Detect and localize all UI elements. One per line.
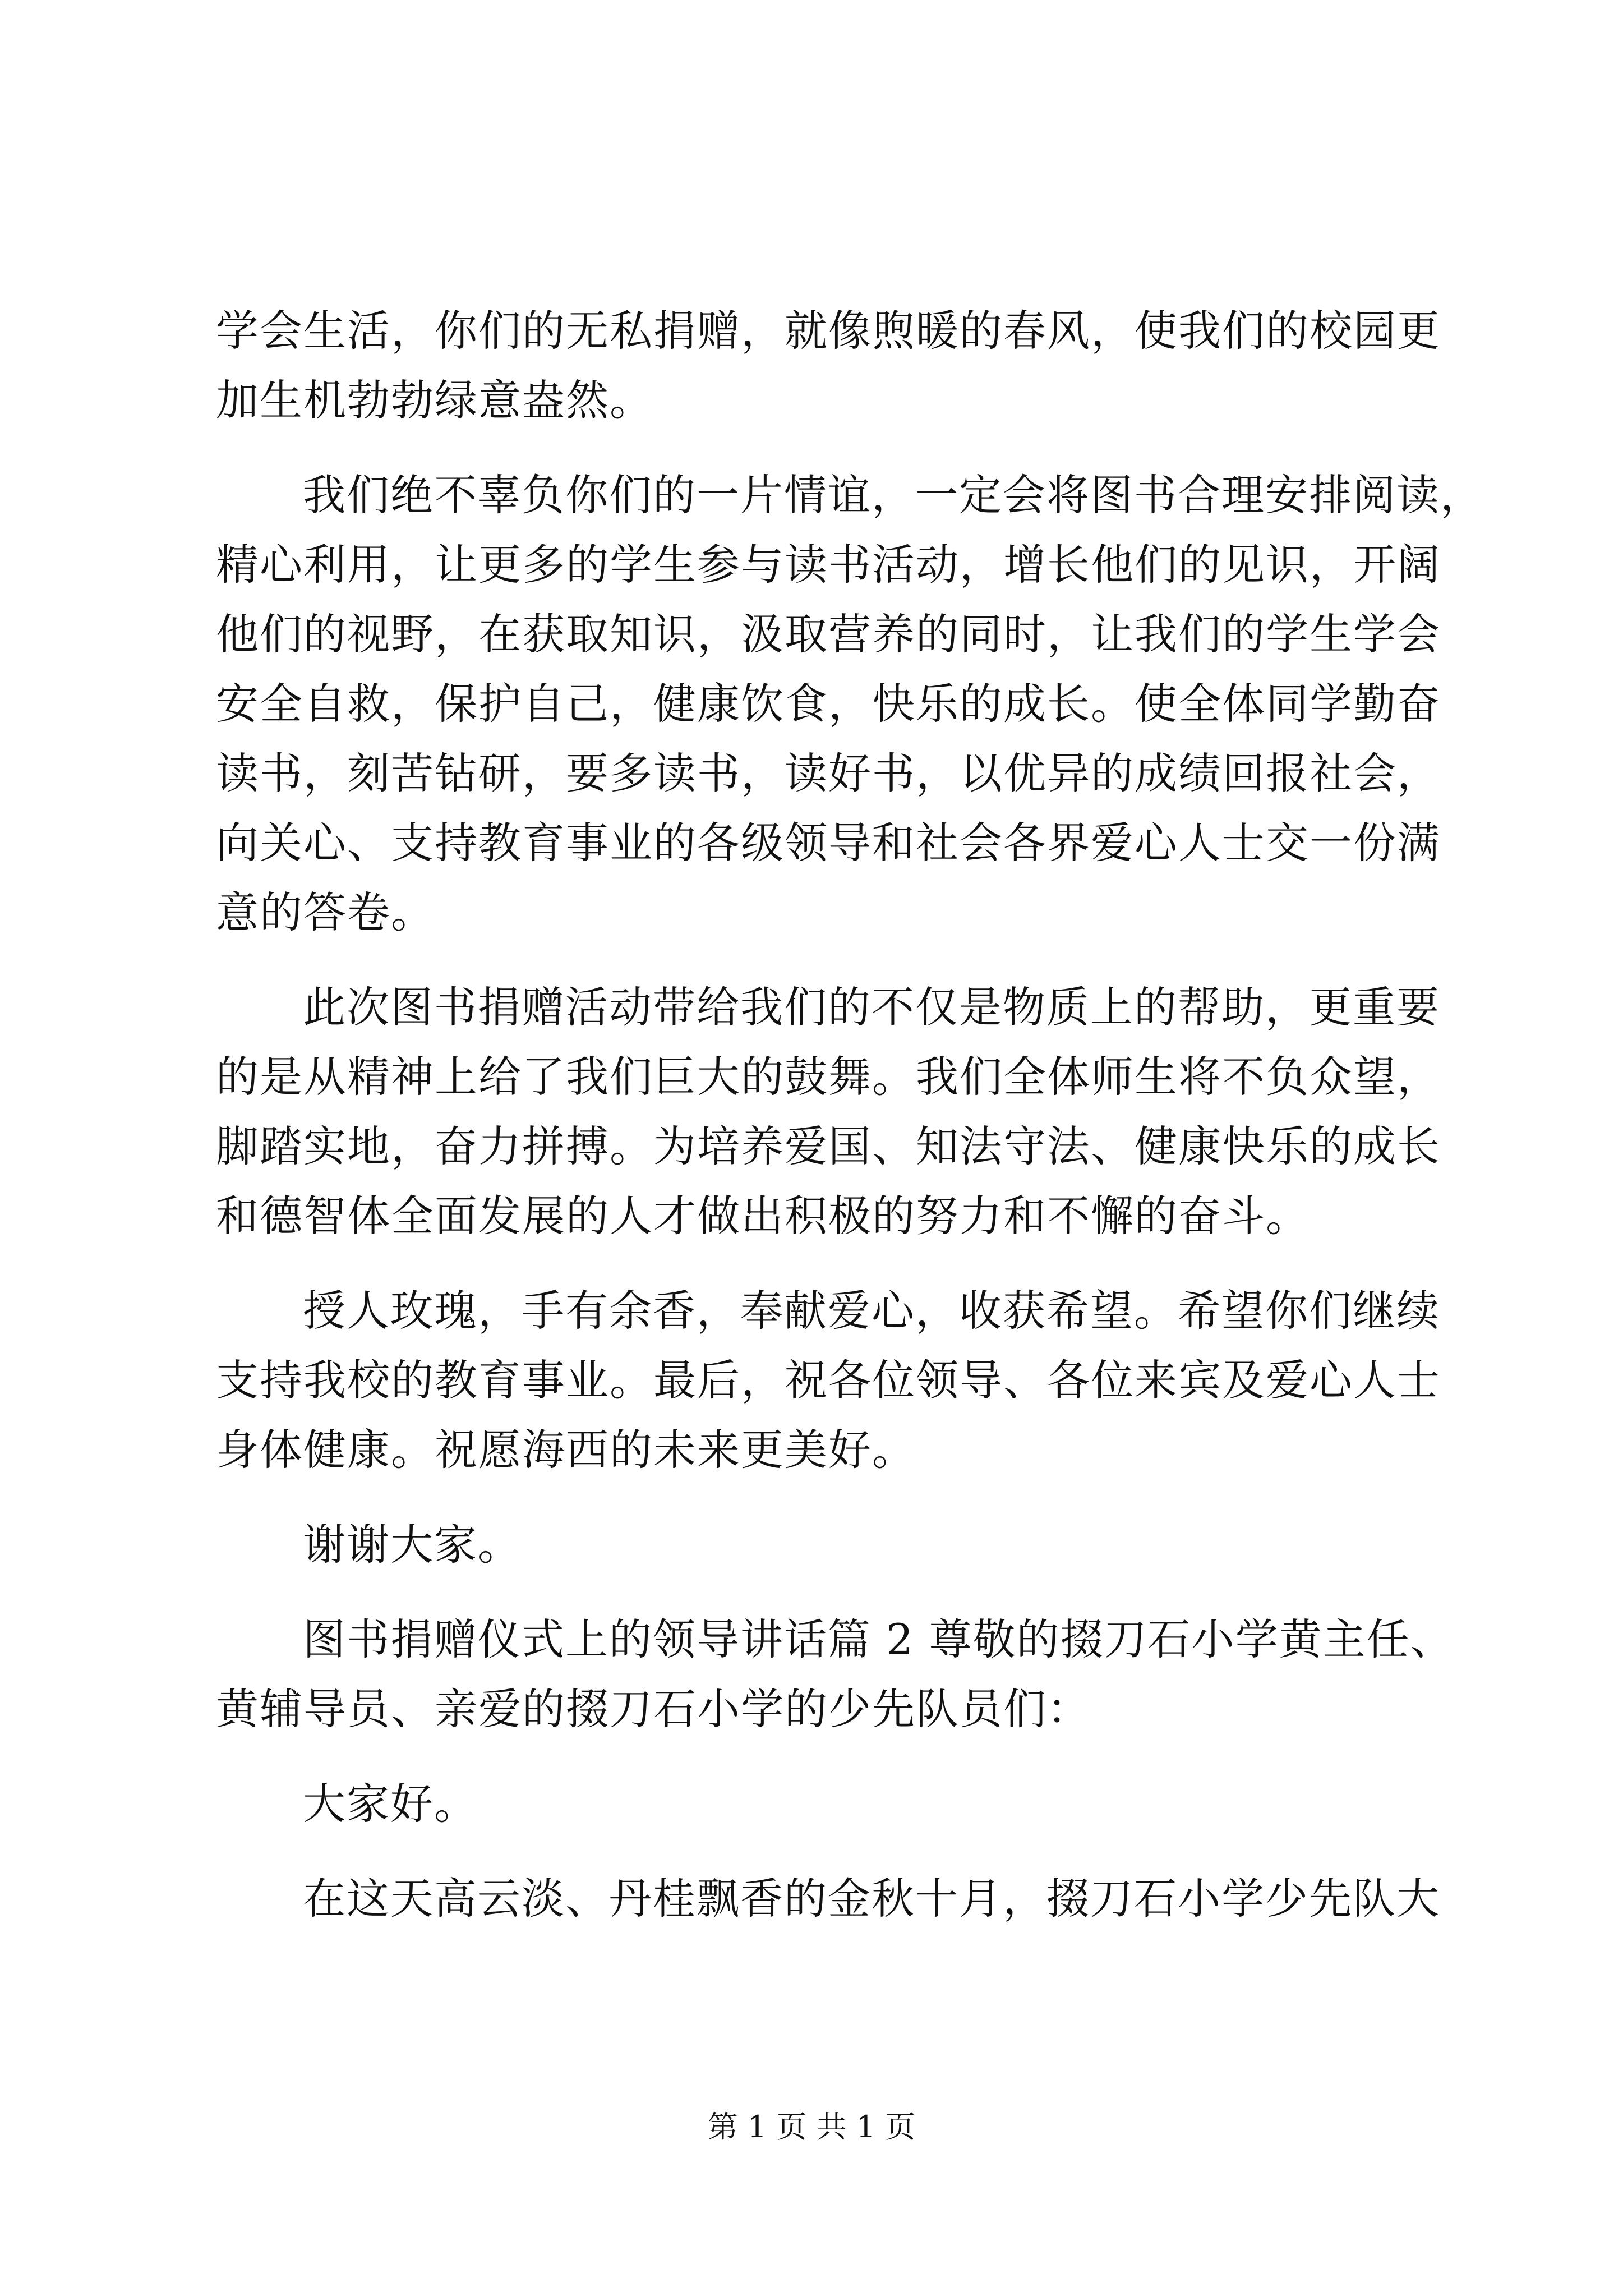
text-line: 此次图书捐赠活动带给我们的不仅是物质上的帮助，更重要 [303,982,1440,1032]
text-line: 的是从精神上给了我们巨大的鼓舞。我们全体师生将不负众望， [216,1052,1441,1102]
text-line: 和德智体全面发展的人才做出积极的努力和不懈的奋斗。 [216,1191,1310,1241]
text-line: 读书，刻苦钻研，要多读书，读好书，以优异的成绩回报社会， [216,748,1441,798]
text-line: 学会生活，你们的无私捐赠，就像煦暖的春风，使我们的校园更 [216,306,1441,356]
text-line: 谢谢大家。 [303,1520,522,1570]
text-line: 我们绝不辜负你们的一片情谊，一定会将图书合理安排阅读， [303,470,1484,520]
text-line: 大家好。 [303,1779,478,1829]
text-line: 授人玫瑰，手有余香，奉献爱心，收获希望。希望你们继续 [303,1286,1440,1336]
text-line: 黄辅导员、亲爱的掇刀石小学的少先队员们： [216,1684,1091,1734]
text-line: 图书捐赠仪式上的领导讲话篇 2 尊敬的掇刀石小学黄主任、 [303,1614,1454,1664]
text-line: 支持我校的教育事业。最后，祝各位领导、各位来宾及爱心人士 [216,1355,1441,1405]
text-line: 意的答卷。 [216,887,435,937]
text-line: 他们的视野，在获取知识，汲取营养的同时，让我们的学生学会 [216,609,1441,659]
text-line: 身体健康。祝愿海西的未来更美好。 [216,1425,916,1475]
text-line: 精心利用，让更多的学生参与读书活动，增长他们的见识，开阔 [216,540,1441,590]
text-line: 安全自救，保护自己，健康饮食，快乐的成长。使全体同学勤奋 [216,679,1441,729]
page-number-footer: 第 1 页 共 1 页 [707,2109,916,2145]
text-line: 在这天高云淡、丹桂飘香的金秋十月，掇刀石小学少先队大 [303,1874,1440,1924]
text-line: 向关心、支持教育事业的各级领导和社会各界爱心人士交一份满 [216,818,1441,868]
text-line: 脚踏实地，奋力拼搏。为培养爱国、知法守法、健康快乐的成长 [216,1121,1441,1171]
text-line: 加生机勃勃绿意盎然。 [216,375,653,425]
